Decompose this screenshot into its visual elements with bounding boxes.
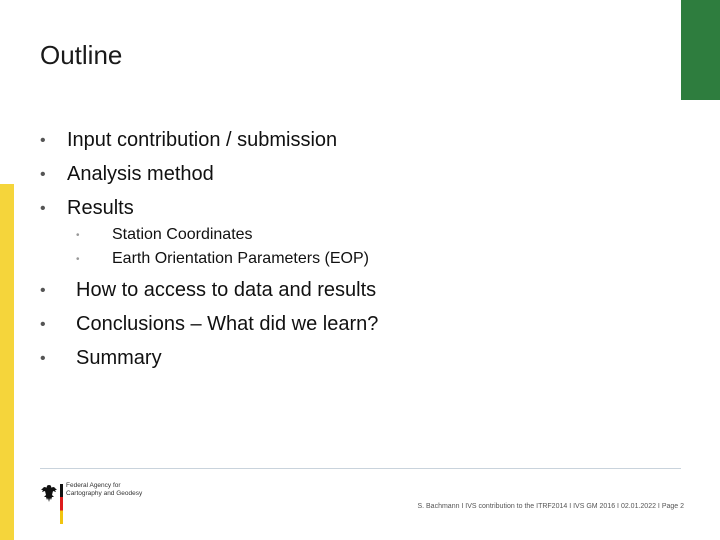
sub-bullet-dot-icon: •: [76, 230, 80, 241]
logo-text: [66, 482, 176, 498]
yellow-side-bar: [0, 184, 14, 540]
bullet-text: Input contribution / submission: [67, 129, 338, 151]
logo-line-1: Federal Agency for: [66, 482, 121, 489]
sub-bullet-text: Station Coordinates: [112, 226, 253, 243]
agency-logo: [40, 482, 160, 526]
slide-title: Outline: [40, 40, 123, 70]
sub-bullet-text: Earth Orientation Parameters (EOP): [112, 250, 369, 267]
sub-bullet-dot-icon: •: [76, 254, 80, 265]
footer-caption: S. Bachmann I IVS contribution to the ITRF2014 I IVS GM 2016 I 02.01.2022 I Page 2: [417, 503, 684, 510]
bullet-text: Results: [67, 197, 134, 219]
bullet-dot-icon: •: [40, 282, 46, 299]
eagle-icon: [40, 484, 58, 504]
footer-divider: [40, 468, 681, 469]
bullet-dot-icon: •: [40, 200, 46, 217]
green-corner-block: [681, 0, 720, 100]
bullet-text: Conclusions – What did we learn?: [76, 313, 379, 335]
bullet-dot-icon: •: [40, 316, 46, 333]
flag-stripe-icon: [60, 484, 63, 524]
bullet-dot-icon: •: [40, 350, 46, 367]
bullet-dot-icon: •: [40, 166, 46, 183]
bullet-dot-icon: •: [40, 132, 46, 149]
bullet-text: How to access to data and results: [76, 279, 377, 301]
logo-line-2: Cartography and Geodesy: [66, 490, 143, 497]
bullet-text: Summary: [76, 347, 162, 369]
bullet-text: Analysis method: [67, 163, 214, 185]
